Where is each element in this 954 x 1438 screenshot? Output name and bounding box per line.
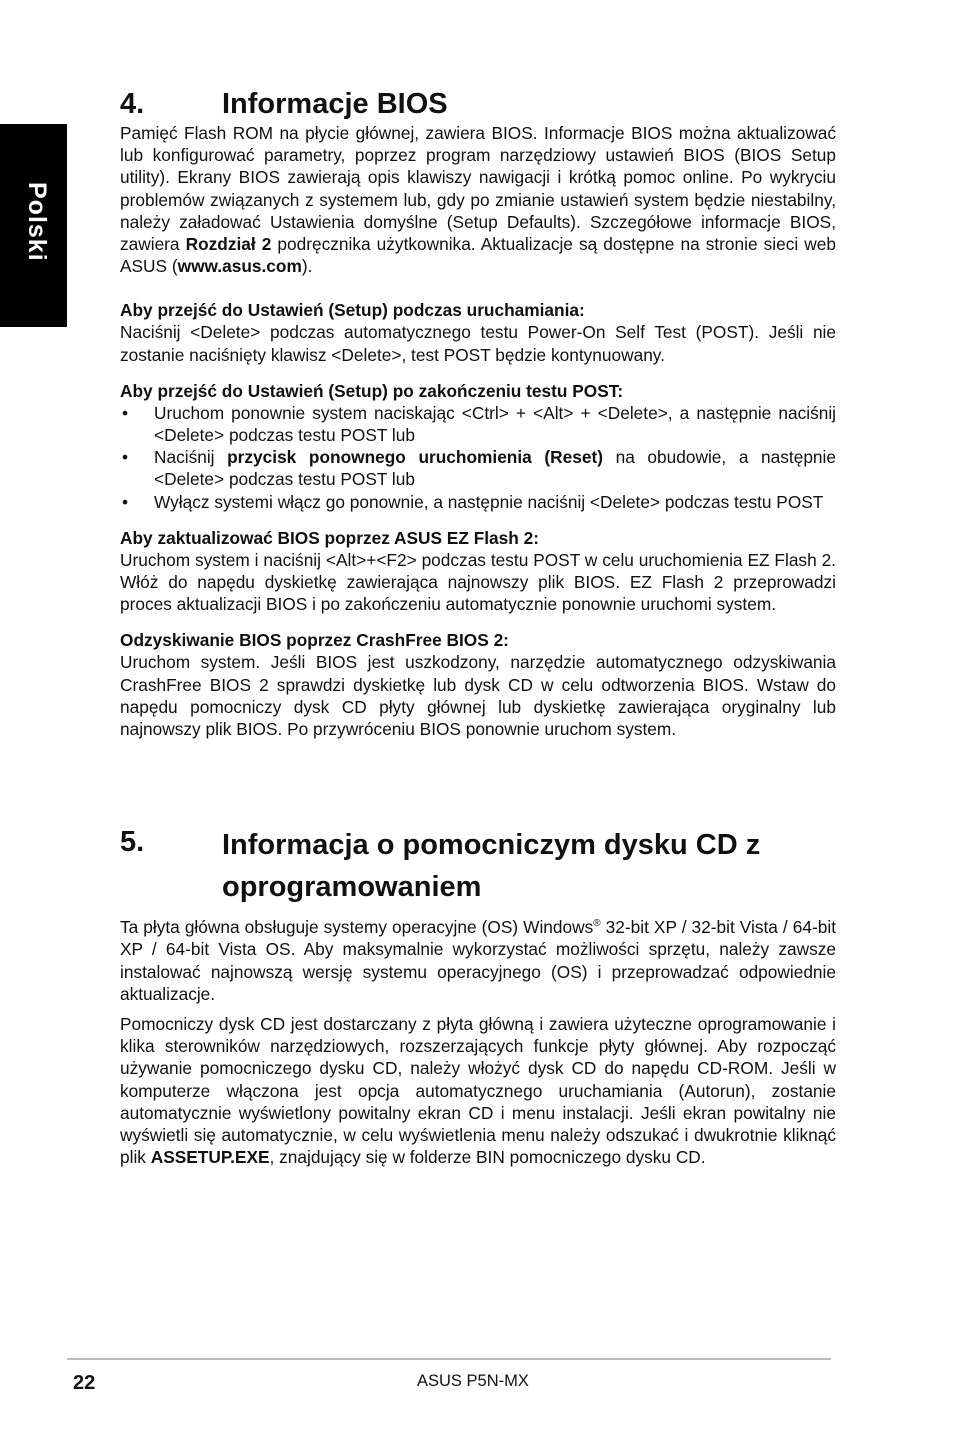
bullet-2-text-a: Naciśnij: [154, 447, 228, 468]
p2-bold-filename: ASSETUP.EXE: [150, 1147, 270, 1168]
language-side-tab: [0, 124, 67, 327]
section-4-intro: [120, 122, 836, 277]
section-5-heading: [120, 824, 836, 908]
page-content: [120, 86, 836, 1169]
section-5-paragraph-2: [120, 1013, 836, 1168]
section-5-paragraph-1: [120, 916, 836, 1005]
bullet: •: [122, 402, 129, 423]
intro-text-c: ).: [301, 256, 313, 277]
intro-bold-url: www.asus.com: [177, 256, 302, 277]
bullet-2-bold: przycisk ponownego uruchomienia (Reset): [227, 447, 603, 468]
section-4-heading: [120, 86, 836, 122]
list-item: [120, 491, 836, 513]
section-4-title: Informacje BIOS: [222, 88, 448, 120]
subheading-setup-boot: Aby przejść do Ustawień (Setup) podczas uruchamiania:: [120, 300, 585, 321]
section-4-number: 4.: [120, 88, 145, 120]
language-tab-label: Polski: [23, 182, 51, 262]
p1-text-b: 32-bit XP / 32-bit Vista / 64-bit XP / 64-bit Vista OS. Aby maksymalnie wykorzystać możliwości sprzętu, należy zawsze instalować najnowszą wersję systemu operacyjnego (OS) i przeprowadzać odpowiednie aktualizacje.: [120, 917, 837, 1004]
setup-boot-text: Naciśnij <Delete> podczas automatycznego testu Power-On Self Test (POST). Jeśli nie zostanie naciśnięty klawisz <Delete>, test POST będzie kontynuowany.: [120, 322, 836, 365]
registered-mark: ®: [593, 918, 601, 930]
page-number: 22: [73, 1372, 96, 1394]
bullet: •: [122, 491, 129, 512]
p2-text-a: Pomocniczy dysk CD jest dostarczany z płyta główną i zawiera użyteczne oprogramowanie i klika sterowników narzędziowych, rozszerzających funkcje płyty głównej. Aby rozpocząć używanie pomocniczego dysku CD, należy włożyć dysk CD do napędu CD-ROM. Jeśli w komputerze włączona jest opcja automatycznego uruchamiania (Autorun), zostanie automatycznie wyświetlony powitalny ekran CD i menu instalacji. Jeśli ekran powitalny nie wyświetli się automatycznie, w celu wyświetlenia menu należy odszukać i dwukrotnie kliknąć plik: [120, 1014, 836, 1168]
intro-text-b: podręcznika użytkownika. Aktualizacje są dostępne na stronie sieci web ASUS (: [120, 234, 836, 277]
intro-bold-chapter: Rozdział 2: [185, 234, 272, 255]
subheading-ez-flash: Aby zaktualizować BIOS poprzez ASUS EZ Flash 2:: [120, 527, 539, 548]
subheading-crashfree: Odzyskiwanie BIOS poprzez CrashFree BIOS 2:: [120, 630, 509, 651]
after-post-list: [120, 402, 836, 513]
list-item: [120, 402, 836, 446]
section-5-title: Informacja o pomocniczym dysku CD z oprogramowaniem: [222, 829, 761, 904]
bullet-3-text: Wyłącz systemi włącz go ponownie, a następnie naciśnij <Delete> podczas testu POST: [154, 491, 824, 512]
bullet-2-text-b: na obudowie, a następnie <Delete> podczas testu POST lub: [154, 447, 836, 490]
intro-text-a: Pamięć Flash ROM na płycie głównej, zawiera BIOS. Informacje BIOS można aktualizować lub konfigurować parametry, poprzez program narzędziowy ustawień BIOS (BIOS Setup utility). Ekrany BIOS zawierają opis klawiszy nawigacji i krótką pomoc online. Po wykryciu problemów związanych z systemem lub, gdy po zmianie ustawień system będzie niestabilny, należy załadować Ustawienia domyślne (Setup Defaults). Szczegółowe informacje BIOS, zawiera: [120, 123, 836, 255]
bullet-1-text: Uruchom ponownie system naciskając <Ctrl> + <Alt> + <Delete>, a następnie naciśnij <Delete> podczas testu POST lub: [154, 402, 836, 446]
p2-text-b: , znajdujący się w folderze BIN pomocniczego dysku CD.: [269, 1147, 706, 1168]
bullet: •: [122, 447, 129, 468]
ez-flash-text: Uruchom system i naciśnij <Alt>+<F2> podczas testu POST w celu uruchomienia EZ Flash 2. Włóż do napędu dyskietkę zawierająca najnowszy plik BIOS. EZ Flash 2 przeprowadzi proces aktualizacji BIOS i po zakończeniu automatycznie ponownie uruchomi system.: [120, 549, 836, 615]
p1-text-a: Ta płyta główna obsługuje systemy operacyjne (OS) Windows: [120, 917, 594, 938]
section-5-number: 5.: [120, 826, 145, 859]
footer-model-name: ASUS P5N-MX: [417, 1372, 529, 1390]
list-item: [120, 446, 836, 490]
subheading-setup-after-post: Aby przejść do Ustawień (Setup) po zakończeniu testu POST:: [120, 380, 624, 401]
crashfree-text: Uruchom system. Jeśli BIOS jest uszkodzony, narzędzie automatycznego odzyskiwania CrashFree BIOS 2 sprawdzi dyskietkę lub dysk CD w celu odtworzenia BIOS. Wstaw do napędu pomocniczy dysk CD płyty głównej lub dyskietkę zawierająca oryginalny lub najnowszy plik BIOS. Po przywróceniu BIOS ponownie uruchom system.: [120, 652, 836, 740]
footer-divider: [67, 1358, 831, 1360]
